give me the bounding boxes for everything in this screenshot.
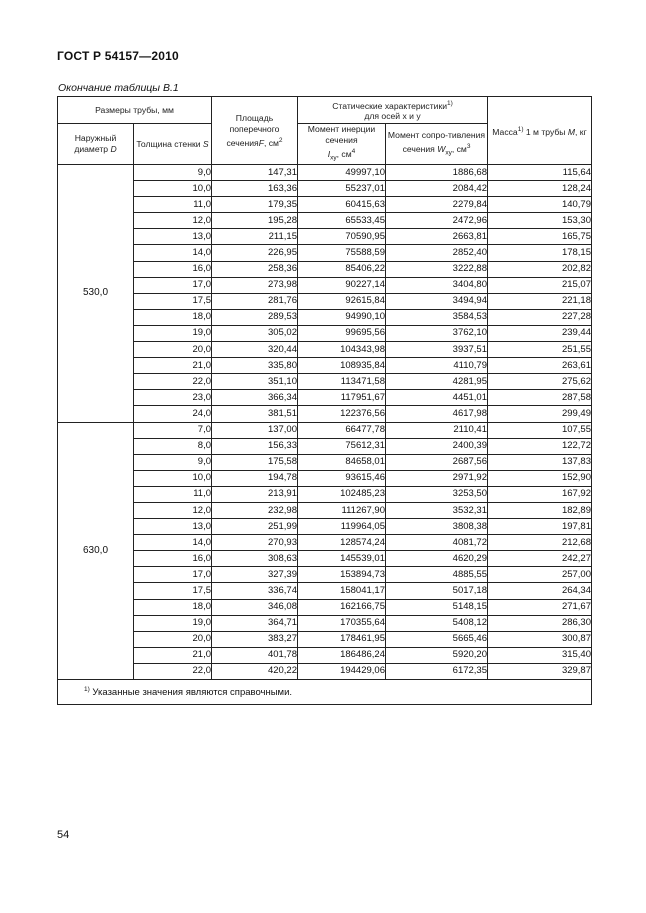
- mass-cell: 221,18: [488, 293, 592, 309]
- wall-thickness-cell: 9,0: [134, 165, 212, 181]
- wall-thickness-cell: 20,0: [134, 342, 212, 358]
- table-row: [58, 342, 592, 358]
- moment-of-inertia-cell: 128574,24: [298, 535, 386, 551]
- document-header: ГОСТ Р 54157—2010: [57, 49, 179, 63]
- wall-thickness-cell: 12,0: [134, 502, 212, 518]
- area-cell: 366,34: [212, 390, 298, 406]
- page-number: 54: [57, 829, 70, 841]
- table-row: [58, 422, 592, 438]
- area-cell: 364,71: [212, 615, 298, 631]
- table-row: [58, 454, 592, 470]
- mass-cell: 257,00: [488, 567, 592, 583]
- table-row: [58, 181, 592, 197]
- mass-cell: 227,28: [488, 309, 592, 325]
- area-cell: 289,53: [212, 309, 298, 325]
- moment-of-inertia-cell: 111267,90: [298, 502, 386, 518]
- wall-thickness-cell: 19,0: [134, 615, 212, 631]
- mass-cell: 315,40: [488, 647, 592, 663]
- mass-cell: 215,07: [488, 277, 592, 293]
- wall-thickness-cell: 9,0: [134, 454, 212, 470]
- table-row: [58, 551, 592, 567]
- moment-of-inertia-cell: 66477,78: [298, 422, 386, 438]
- mass-cell: 122,72: [488, 438, 592, 454]
- wall-thickness-cell: 21,0: [134, 358, 212, 374]
- header-pipe-sizes: Размеры трубы, мм: [58, 97, 212, 124]
- table-row: [58, 293, 592, 309]
- moment-of-inertia-cell: 99695,56: [298, 325, 386, 341]
- table-row: [58, 261, 592, 277]
- area-cell: 327,39: [212, 567, 298, 583]
- section-modulus-cell: 3937,51: [386, 342, 488, 358]
- mass-cell: 182,89: [488, 502, 592, 518]
- moment-of-inertia-cell: 158041,17: [298, 583, 386, 599]
- table-row: [58, 197, 592, 213]
- header-outer-diameter: Наружный диаметр D: [58, 124, 134, 165]
- table-row: [58, 245, 592, 261]
- wall-thickness-cell: 16,0: [134, 551, 212, 567]
- area-cell: 258,36: [212, 261, 298, 277]
- outer-diameter-cell: 630,0: [58, 422, 134, 680]
- wall-thickness-cell: 10,0: [134, 181, 212, 197]
- mass-cell: 239,44: [488, 325, 592, 341]
- wall-thickness-cell: 18,0: [134, 309, 212, 325]
- mass-cell: 300,87: [488, 631, 592, 647]
- area-cell: 336,74: [212, 583, 298, 599]
- section-modulus-cell: 3584,53: [386, 309, 488, 325]
- table-row: [58, 309, 592, 325]
- mass-cell: 271,67: [488, 599, 592, 615]
- moment-of-inertia-cell: 113471,58: [298, 374, 386, 390]
- area-cell: 273,98: [212, 277, 298, 293]
- mass-cell: 263,61: [488, 358, 592, 374]
- wall-thickness-cell: 14,0: [134, 535, 212, 551]
- section-modulus-cell: 2687,56: [386, 454, 488, 470]
- area-cell: 147,31: [212, 165, 298, 181]
- section-modulus-cell: 5148,15: [386, 599, 488, 615]
- mass-cell: 287,58: [488, 390, 592, 406]
- area-cell: 308,63: [212, 551, 298, 567]
- mass-cell: 128,24: [488, 181, 592, 197]
- table-row: [58, 213, 592, 229]
- wall-thickness-cell: 11,0: [134, 486, 212, 502]
- section-modulus-cell: 3253,50: [386, 486, 488, 502]
- section-modulus-cell: 3404,80: [386, 277, 488, 293]
- table-row: [58, 325, 592, 341]
- area-cell: 211,15: [212, 229, 298, 245]
- table-row: [58, 615, 592, 631]
- mass-cell: 197,81: [488, 519, 592, 535]
- table-caption: Окончание таблицы В.1: [58, 82, 179, 94]
- moment-of-inertia-cell: 60415,63: [298, 197, 386, 213]
- area-cell: 420,22: [212, 663, 298, 679]
- section-modulus-cell: 5017,18: [386, 583, 488, 599]
- moment-of-inertia-cell: 178461,95: [298, 631, 386, 647]
- section-modulus-cell: 4620,29: [386, 551, 488, 567]
- mass-cell: 137,83: [488, 454, 592, 470]
- mass-cell: 299,49: [488, 406, 592, 422]
- moment-of-inertia-cell: 108935,84: [298, 358, 386, 374]
- moment-of-inertia-cell: 102485,23: [298, 486, 386, 502]
- wall-thickness-cell: 18,0: [134, 599, 212, 615]
- section-modulus-cell: 2852,40: [386, 245, 488, 261]
- moment-of-inertia-cell: 153894,73: [298, 567, 386, 583]
- area-cell: 351,10: [212, 374, 298, 390]
- mass-cell: 107,55: [488, 422, 592, 438]
- area-cell: 175,58: [212, 454, 298, 470]
- area-cell: 320,44: [212, 342, 298, 358]
- wall-thickness-cell: 20,0: [134, 631, 212, 647]
- mass-cell: 251,55: [488, 342, 592, 358]
- outer-diameter-cell: 530,0: [58, 165, 134, 423]
- wall-thickness-cell: 22,0: [134, 374, 212, 390]
- area-cell: 401,78: [212, 647, 298, 663]
- mass-cell: 153,30: [488, 213, 592, 229]
- table-row: [58, 663, 592, 679]
- table-row: [58, 647, 592, 663]
- wall-thickness-cell: 17,5: [134, 583, 212, 599]
- mass-cell: 329,87: [488, 663, 592, 679]
- moment-of-inertia-cell: 104343,98: [298, 342, 386, 358]
- table-row: [58, 502, 592, 518]
- mass-cell: 264,34: [488, 583, 592, 599]
- section-modulus-cell: 2663,81: [386, 229, 488, 245]
- area-cell: 270,93: [212, 535, 298, 551]
- mass-cell: 202,82: [488, 261, 592, 277]
- mass-cell: 178,15: [488, 245, 592, 261]
- header-static-characteristics: Статические характеристики$^{1)}$ для осей x и y: [298, 97, 488, 124]
- section-modulus-cell: 4451,01: [386, 390, 488, 406]
- mass-cell: 275,62: [488, 374, 592, 390]
- wall-thickness-cell: 12,0: [134, 213, 212, 229]
- table-row: [58, 277, 592, 293]
- moment-of-inertia-cell: 170355,64: [298, 615, 386, 631]
- area-cell: 179,35: [212, 197, 298, 213]
- section-modulus-cell: 4081,72: [386, 535, 488, 551]
- moment-of-inertia-cell: 145539,01: [298, 551, 386, 567]
- wall-thickness-cell: 19,0: [134, 325, 212, 341]
- section-modulus-cell: 5408,12: [386, 615, 488, 631]
- table-row: [58, 599, 592, 615]
- area-cell: 137,00: [212, 422, 298, 438]
- mass-cell: 115,64: [488, 165, 592, 181]
- section-modulus-cell: 4885,55: [386, 567, 488, 583]
- area-cell: 213,91: [212, 486, 298, 502]
- section-modulus-cell: 3222,88: [386, 261, 488, 277]
- area-cell: 195,28: [212, 213, 298, 229]
- table-row: [58, 358, 592, 374]
- wall-thickness-cell: 13,0: [134, 519, 212, 535]
- section-modulus-cell: 2110,41: [386, 422, 488, 438]
- moment-of-inertia-cell: 85406,22: [298, 261, 386, 277]
- mass-cell: 167,92: [488, 486, 592, 502]
- section-modulus-cell: 5920,20: [386, 647, 488, 663]
- section-modulus-cell: 4617,98: [386, 406, 488, 422]
- moment-of-inertia-cell: 70590,95: [298, 229, 386, 245]
- moment-of-inertia-cell: 117951,67: [298, 390, 386, 406]
- mass-cell: 165,75: [488, 229, 592, 245]
- table-row: [58, 519, 592, 535]
- area-cell: 251,99: [212, 519, 298, 535]
- mass-cell: 286,30: [488, 615, 592, 631]
- wall-thickness-cell: 17,5: [134, 293, 212, 309]
- header-moment-of-inertia: Момент инерции сечения $I_{xy}$, $см^4$: [298, 124, 386, 165]
- wall-thickness-cell: 24,0: [134, 406, 212, 422]
- moment-of-inertia-cell: 55237,01: [298, 181, 386, 197]
- area-cell: 335,80: [212, 358, 298, 374]
- section-modulus-cell: 4281,95: [386, 374, 488, 390]
- wall-thickness-cell: 17,0: [134, 567, 212, 583]
- area-cell: 226,95: [212, 245, 298, 261]
- section-modulus-cell: 2279,84: [386, 197, 488, 213]
- wall-thickness-cell: 17,0: [134, 277, 212, 293]
- section-modulus-cell: 3532,31: [386, 502, 488, 518]
- footnote-row: [58, 680, 592, 705]
- header-area: Площадь поперечного сеченияF, $см^2$: [212, 97, 298, 165]
- wall-thickness-cell: 10,0: [134, 470, 212, 486]
- wall-thickness-cell: 14,0: [134, 245, 212, 261]
- wall-thickness-cell: 21,0: [134, 647, 212, 663]
- header-section-modulus: Момент сопро-тивления сечения $W_{xy}$, $см^3$: [386, 124, 488, 165]
- moment-of-inertia-cell: 90227,14: [298, 277, 386, 293]
- table-row: [58, 583, 592, 599]
- header-mass: Масса$^{1)}$ 1 м трубы M, кг: [488, 97, 592, 165]
- section-modulus-cell: 3808,38: [386, 519, 488, 535]
- mass-cell: 140,79: [488, 197, 592, 213]
- moment-of-inertia-cell: 122376,56: [298, 406, 386, 422]
- section-modulus-cell: 2971,92: [386, 470, 488, 486]
- moment-of-inertia-cell: 92615,84: [298, 293, 386, 309]
- wall-thickness-cell: 23,0: [134, 390, 212, 406]
- wall-thickness-cell: 22,0: [134, 663, 212, 679]
- section-modulus-cell: 2472,96: [386, 213, 488, 229]
- mass-cell: 212,68: [488, 535, 592, 551]
- moment-of-inertia-cell: 94990,10: [298, 309, 386, 325]
- moment-of-inertia-cell: 84658,01: [298, 454, 386, 470]
- area-cell: 163,36: [212, 181, 298, 197]
- table-row: [58, 165, 592, 181]
- moment-of-inertia-cell: 186486,24: [298, 647, 386, 663]
- moment-of-inertia-cell: 65533,45: [298, 213, 386, 229]
- section-modulus-cell: 4110,79: [386, 358, 488, 374]
- section-modulus-cell: 1886,68: [386, 165, 488, 181]
- wall-thickness-cell: 7,0: [134, 422, 212, 438]
- area-cell: 383,27: [212, 631, 298, 647]
- table-row: [58, 438, 592, 454]
- section-modulus-cell: 2400,39: [386, 438, 488, 454]
- wall-thickness-cell: 11,0: [134, 197, 212, 213]
- table-row: [58, 229, 592, 245]
- table-row: [58, 406, 592, 422]
- area-cell: 281,76: [212, 293, 298, 309]
- area-cell: 381,51: [212, 406, 298, 422]
- table-row: [58, 374, 592, 390]
- table-footnote: $^{1)}$ Указанные значения являются справочными.: [58, 680, 592, 705]
- mass-cell: 152,90: [488, 470, 592, 486]
- moment-of-inertia-cell: 93615,46: [298, 470, 386, 486]
- section-modulus-cell: 2084,42: [386, 181, 488, 197]
- wall-thickness-cell: 13,0: [134, 229, 212, 245]
- moment-of-inertia-cell: 49997,10: [298, 165, 386, 181]
- moment-of-inertia-cell: 75588,59: [298, 245, 386, 261]
- table-row: [58, 470, 592, 486]
- area-cell: 232,98: [212, 502, 298, 518]
- section-modulus-cell: 3762,10: [386, 325, 488, 341]
- table-row: [58, 631, 592, 647]
- moment-of-inertia-cell: 162166,75: [298, 599, 386, 615]
- section-modulus-cell: 6172,35: [386, 663, 488, 679]
- area-cell: 346,08: [212, 599, 298, 615]
- wall-thickness-cell: 8,0: [134, 438, 212, 454]
- table-row: [58, 535, 592, 551]
- table-row: [58, 567, 592, 583]
- area-cell: 194,78: [212, 470, 298, 486]
- wall-thickness-cell: 16,0: [134, 261, 212, 277]
- table-row: [58, 486, 592, 502]
- mass-cell: 242,27: [488, 551, 592, 567]
- header-wall-thickness: Толщина стенки S: [134, 124, 212, 165]
- section-modulus-cell: 3494,94: [386, 293, 488, 309]
- moment-of-inertia-cell: 75612,31: [298, 438, 386, 454]
- area-cell: 156,33: [212, 438, 298, 454]
- pipe-properties-table: [57, 96, 592, 705]
- table-row: [58, 390, 592, 406]
- area-cell: 305,02: [212, 325, 298, 341]
- moment-of-inertia-cell: 119964,05: [298, 519, 386, 535]
- moment-of-inertia-cell: 194429,06: [298, 663, 386, 679]
- section-modulus-cell: 5665,46: [386, 631, 488, 647]
